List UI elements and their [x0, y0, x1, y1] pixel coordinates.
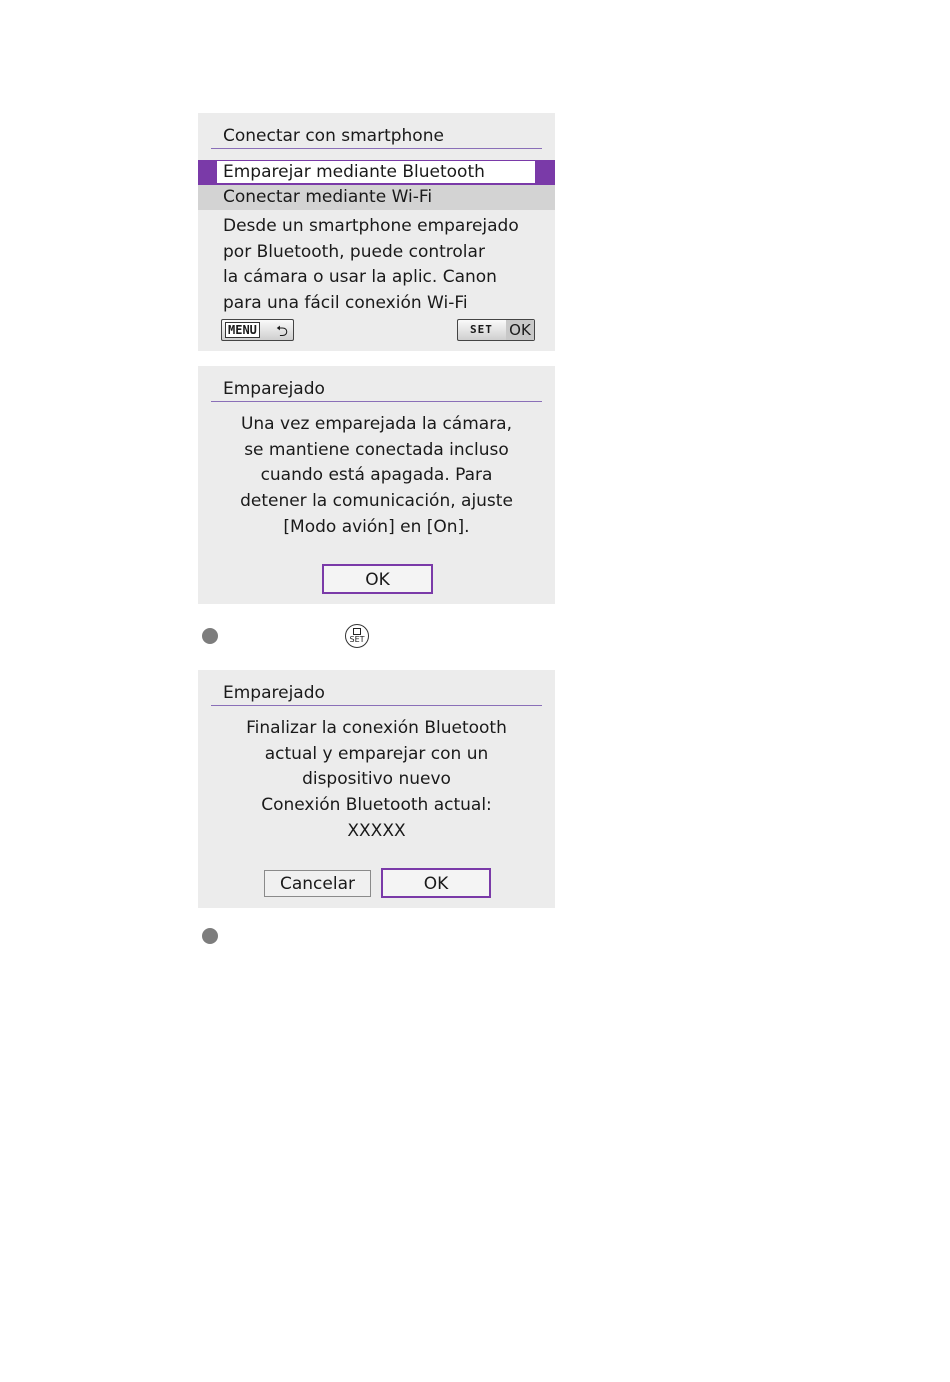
description-line: la cámara o usar la aplic. Canon [223, 267, 497, 288]
cancel-button[interactable]: Cancelar [264, 870, 371, 897]
message-line: se mantiene conectada incluso [244, 439, 509, 460]
menu-item-connect-wifi[interactable] [198, 185, 555, 210]
message-line: XXXXX [347, 820, 406, 841]
title-divider [211, 705, 542, 706]
ok-button[interactable]: OK [381, 868, 491, 898]
dialog-title: Emparejado [223, 683, 325, 703]
connect-smartphone-screen [198, 113, 555, 351]
pair-new-device-dialog [198, 670, 555, 908]
message-line: Finalizar la conexión Bluetooth [246, 718, 507, 738]
pairing-info-dialog [198, 366, 555, 604]
message-line: dispositivo nuevo [302, 769, 451, 790]
set-button-icon [345, 624, 369, 648]
menu-item-pair-bluetooth[interactable] [198, 160, 555, 185]
dialog-message [198, 716, 555, 845]
q-square-icon [353, 628, 361, 635]
description-text [223, 214, 519, 317]
message-line: detener la comunicación, ajuste [240, 491, 513, 512]
screen-title: Conectar con smartphone [223, 126, 444, 146]
dialog-message [198, 412, 555, 541]
message-line: Una vez emparejada la cámara, [240, 414, 513, 434]
message-line: [Modo avión] en [On]. [283, 516, 470, 537]
description-line: Desde un smartphone emparejado [223, 216, 519, 236]
set-icon-label: SET [349, 635, 365, 644]
message-line: cuando está apagada. Para [260, 465, 493, 486]
return-arrow-icon: ⮌ [275, 322, 288, 340]
description-line: por Bluetooth, puede controlar [223, 241, 485, 262]
bullet-point [202, 628, 218, 644]
menu-back-button[interactable] [221, 319, 294, 341]
set-ok-button[interactable] [457, 319, 535, 341]
title-divider [211, 148, 542, 149]
set-key-label: SET [470, 323, 493, 336]
menu-item-label: Emparejar mediante Bluetooth [223, 162, 485, 182]
ok-button[interactable]: OK [322, 564, 433, 594]
dialog-title: Emparejado [223, 379, 325, 399]
title-divider [211, 401, 542, 402]
description-line: para una fácil conexión Wi-Fi [223, 293, 468, 314]
menu-key-label: MENU [225, 322, 260, 338]
menu-item-label: Conectar mediante Wi-Fi [223, 187, 433, 207]
message-line: actual y emparejar con un [264, 743, 489, 764]
bullet-point [202, 928, 218, 944]
message-line: Conexión Bluetooth actual: [261, 795, 492, 816]
ok-label: OK [506, 320, 534, 340]
